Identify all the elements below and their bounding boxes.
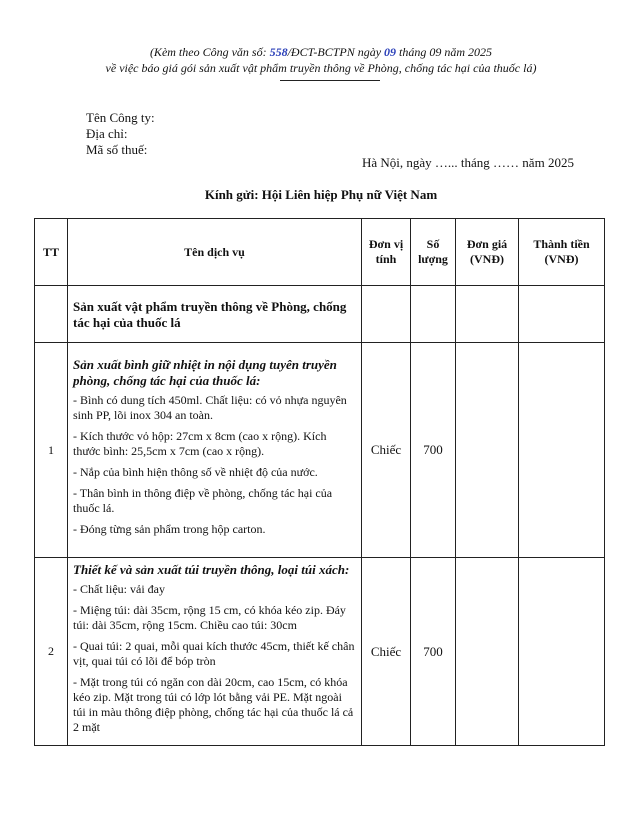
company-tax-label: Mã số thuế: [86,142,148,157]
row-number: 1 [35,343,68,558]
header-line-2: về việc báo giá gói sản xuất vật phẩm truyền thông về Phòng, chống tác hại của thuốc lá) [105,61,537,75]
service-title: Sản xuất bình giữ nhiệt in nội dụng tuyên truyền phòng, chống tác hại của thuốc lá: [73,357,337,388]
service-detail: - Miệng túi: dài 35cm, rộng 15 cm, có khóa kéo zip. Đáy túi: dài 35cm, rộng 15cm. Chiều cao túi: 30cm [73,603,346,632]
company-info [86,110,155,158]
table-row [35,343,605,558]
service-detail: - Đóng từng sản phẩm trong hộp carton. [73,522,266,536]
unit-cell: Chiếc [362,558,411,746]
service-detail: - Kích thước vỏ hộp: 27cm x 8cm (cao x rộng). Kích thước bình: 25,5cm x 7cm (cao x rộng). [73,429,327,458]
header-line-1 [0,44,642,60]
header-middle: /ĐCT-BCTPN ngày [287,45,385,59]
col-header-qty: Số lượng [411,219,456,286]
service-description [68,558,362,746]
section-title: Sản xuất vật phẩm truyền thông về Phòng, chống tác hại của thuốc lá [68,286,362,343]
price-cell [456,558,519,746]
service-detail: - Mặt trong túi có ngăn con dài 20cm, cao 15cm, có khóa kéo zip. Mặt trong túi có lớp lót bằng vải PE. Mặt ngoài túi in màu thông điệp phòng, chống tác hại của thuốc lá cả 2 mặt [73,675,354,734]
header-suffix: tháng 09 năm 2025 [396,45,493,59]
section-row [35,286,605,343]
handwritten-doc-number: 558 [269,45,288,59]
col-header-service: Tên dịch vụ [68,219,362,286]
company-address-label: Địa chỉ: [86,126,128,141]
total-cell [519,343,605,558]
service-detail: - Nắp của bình hiện thông số về nhiệt độ của nước. [73,465,318,479]
header-divider [280,80,380,81]
quotation-table [34,218,605,746]
qty-cell: 700 [411,558,456,746]
date-line: Hà Nội, ngày …... tháng …… năm 2025 [362,155,574,170]
table-row [35,558,605,746]
document-header [0,44,642,76]
table-header-row [35,219,605,286]
service-detail: - Bình có dung tích 450ml. Chất liệu: có vỏ nhựa nguyên sinh PP, lõi inox 304 an toàn. [73,393,347,422]
col-header-tt: TT [35,219,68,286]
qty-cell: 700 [411,343,456,558]
recipient-line: Kính gửi: Hội Liên hiệp Phụ nữ Việt Nam [204,187,438,202]
header-prefix: (Kèm theo Công văn số: [149,45,270,59]
service-detail: - Quai túi: 2 quai, mỗi quai kích thước 45cm, thiết kế chân vịt, quai túi có lõi để bóp tròn [73,639,355,668]
service-detail: - Thân bình in thông điệp về phòng, chống tác hại của thuốc lá. [73,486,333,515]
col-header-unit: Đơn vị tính [362,219,411,286]
col-header-price: Đơn giá (VNĐ) [456,219,519,286]
unit-cell: Chiếc [362,343,411,558]
total-cell [519,558,605,746]
row-number: 2 [35,558,68,746]
service-title: Thiết kế và sản xuất túi truyền thông, loại túi xách: [73,562,350,577]
service-description [68,343,362,558]
handwritten-doc-day: 09 [384,45,397,59]
service-detail: - Chất liệu: vải đay [73,582,165,596]
col-header-total: Thành tiền (VNĐ) [519,219,605,286]
price-cell [456,343,519,558]
company-name-label: Tên Công ty: [86,110,155,125]
